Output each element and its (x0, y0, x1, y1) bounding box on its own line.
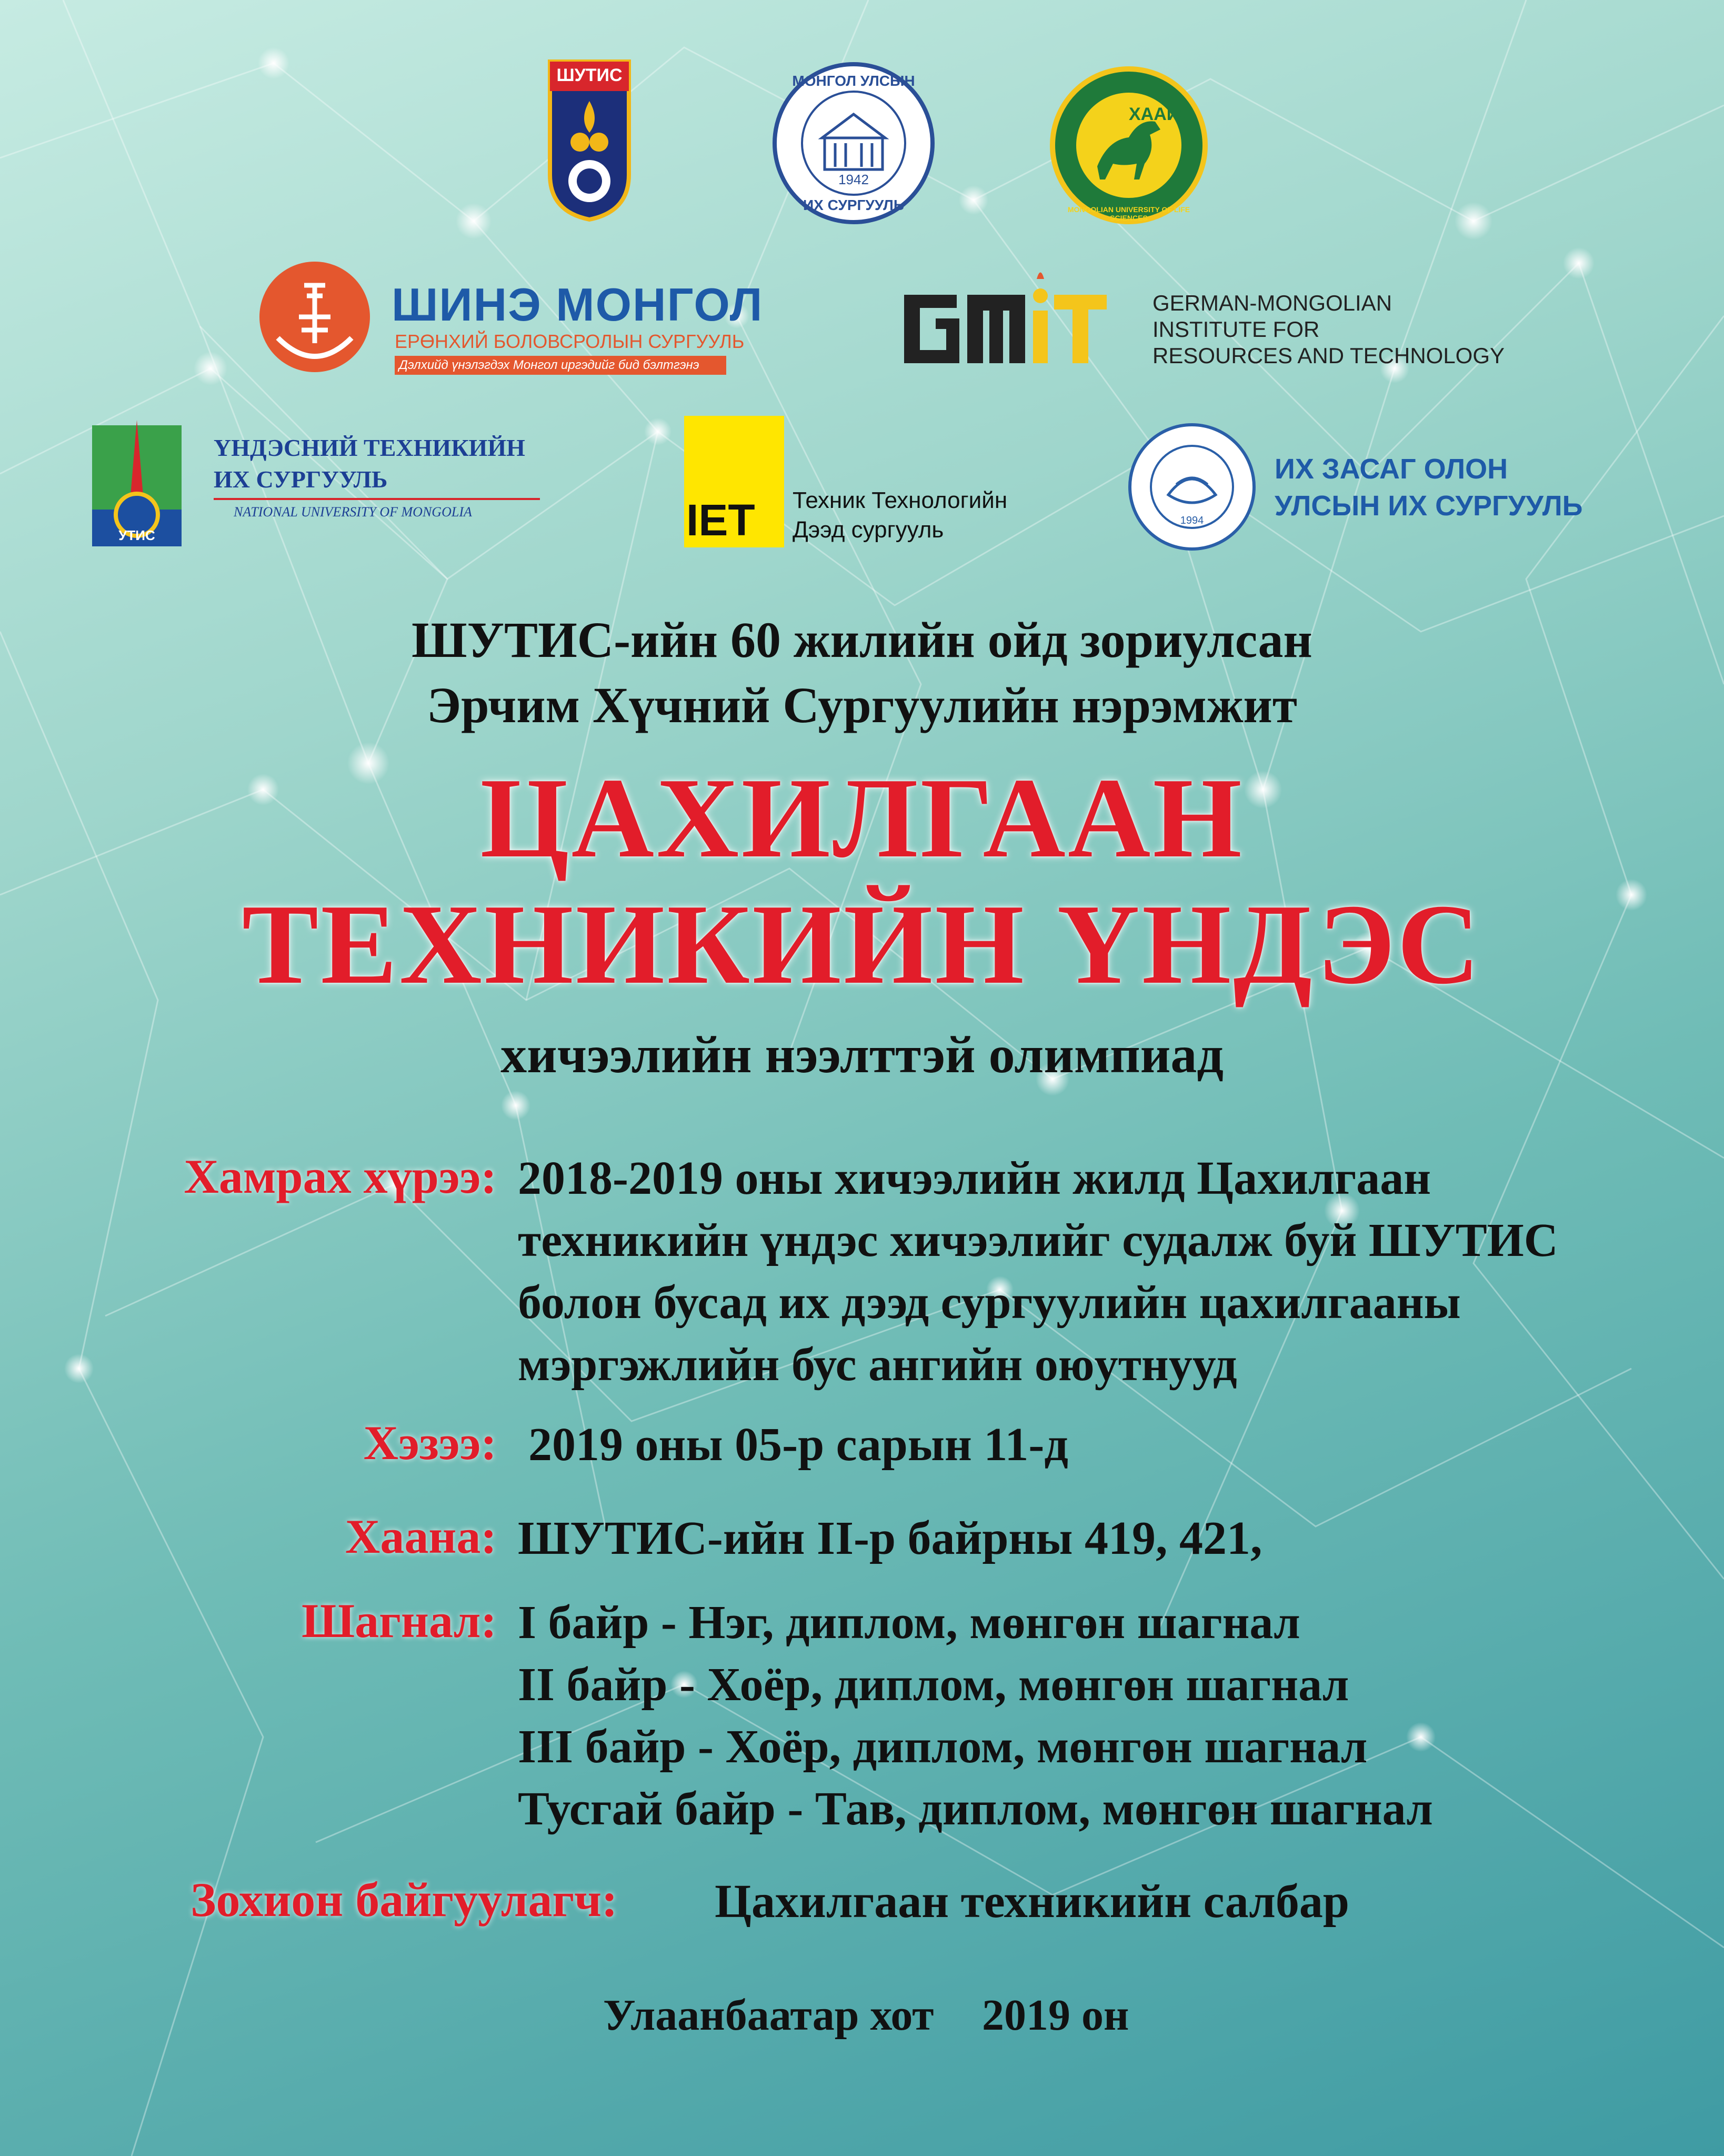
shutis-label: ШУТИС (556, 65, 623, 85)
scope-label: Хамрах хүрээ: (184, 1150, 497, 1203)
horse-emblem-icon (1050, 66, 1208, 224)
mongol-university-arc-bottom: ИХ СУРГУУЛЬ (803, 197, 904, 213)
ikh-zasag-year: 1994 (1180, 515, 1204, 526)
nut-name-line-1: ҮНДЭСНИЙ ТЕХНИКИЙН (214, 434, 525, 461)
ikh-zasag-seal-icon (1126, 421, 1258, 553)
header-line-1: ШУТИС-ийн 60 жилийн ойд зориулсан (412, 612, 1312, 668)
gmit-logo (899, 263, 1541, 374)
scope-line-3: болон бусад их дээд сургуулийн цахилгааны (518, 1276, 1461, 1329)
prize-line-2: II байр - Хоёр, диплом, мөнгөн шагнал (518, 1659, 1349, 1711)
shine-mongol-slogan: Дэлхийд үнэлэгдэх Монгол иргэдийг бид бэлтгэнэ (395, 356, 726, 375)
nut-name-line-2: ИХ СУРГУУЛЬ (214, 466, 388, 493)
iet-logo (684, 416, 1063, 547)
prize-line-1: I байр - Нэг, диплом, мөнгөн шагнал (518, 1596, 1300, 1649)
mongol-university-arc-top: МОНГОЛ УЛСЫН (792, 73, 915, 89)
ikh-zasag-line-1: ИХ ЗАСАГ ОЛОН (1275, 453, 1508, 485)
gmit-line-3: RESOURCES AND TECHNOLOGY (1152, 343, 1505, 368)
nut-badge: УТИС (118, 527, 155, 543)
shine-mongol-subtitle: ЕРӨНХИЙ БОЛОВСРОЛЫН СУРГУУЛЬ (395, 331, 745, 352)
shine-mongol-logo (257, 259, 764, 380)
scope-line-2: техникийн үндэс хичээлийг судалж буй ШУТИС (518, 1214, 1558, 1266)
haais-logo (1050, 66, 1208, 224)
where-value: ШУТИС-ийн II-р байрны 419, 421, (518, 1512, 1262, 1564)
shine-mongol-emblem-icon (257, 259, 373, 375)
ikh-zasag-logo (1126, 421, 1621, 558)
subtitle: хичээлийн нээлттэй олимпиад (500, 1025, 1224, 1084)
national-technical-university-logo (89, 415, 553, 552)
prize-label: Шагнал: (302, 1594, 497, 1648)
where-label: Хаана: (345, 1510, 497, 1563)
scope-line-1: 2018-2019 оны хичээлийн жилд Цахилгаан (518, 1152, 1431, 1204)
nut-english-name: NATIONAL UNIVERSITY OF MONGOLIA (234, 504, 472, 520)
title-line-1: ЦАХИЛГААН (480, 755, 1244, 882)
title-line-2: ТЕХНИКИЙН ҮНДЭС (242, 881, 1482, 1008)
organizer-value: Цахилгаан техникийн салбар (715, 1875, 1349, 1928)
nut-divider (214, 498, 540, 500)
ikh-zasag-line-2: УЛСЫН ИХ СУРГУУЛЬ (1275, 490, 1583, 522)
gmit-wordmark-icon (899, 263, 1109, 368)
organizer-label: Зохион байгуулагч: (191, 1873, 618, 1927)
mongol-university-year: 1942 (838, 172, 869, 187)
iet-mark: IET (686, 495, 755, 545)
gmit-line-2: INSTITUTE FOR (1152, 317, 1320, 342)
haais-arc-text: MONGOLIAN UNIVERSITY OF LIFE SCIENCES (1067, 205, 1190, 222)
iet-line-1: Техник Технологийн (793, 487, 1008, 513)
footer-year: 2019 он (982, 1991, 1129, 2040)
gmit-line-1: GERMAN-MONGOLIAN (1152, 291, 1392, 315)
scope-line-4: мэргэжлийн бус ангийн оюутнууд (518, 1339, 1237, 1391)
when-value: 2019 оны 05-р сарын 11-д (528, 1419, 1068, 1471)
iet-line-2: Дээд сургууль (793, 517, 944, 543)
footer-city: Улаанбаатар хот (603, 1991, 934, 2040)
when-label: Хэзээ: (363, 1416, 497, 1470)
haais-abbr: ХААИС (1129, 104, 1192, 124)
prize-line-3: III байр - Хоёр, диплом, мөнгөн шагнал (518, 1721, 1368, 1773)
shutis-logo (547, 59, 632, 222)
prize-line-4: Тусгай байр - Тав, диплом, мөнгөн шагнал (518, 1783, 1433, 1835)
header-line-2: Эрчим Хүчний Сургуулийн нэрэмжит (427, 677, 1297, 733)
shine-mongol-name: ШИНЭ МОНГОЛ (392, 278, 764, 331)
mongol-university-logo (769, 59, 938, 227)
